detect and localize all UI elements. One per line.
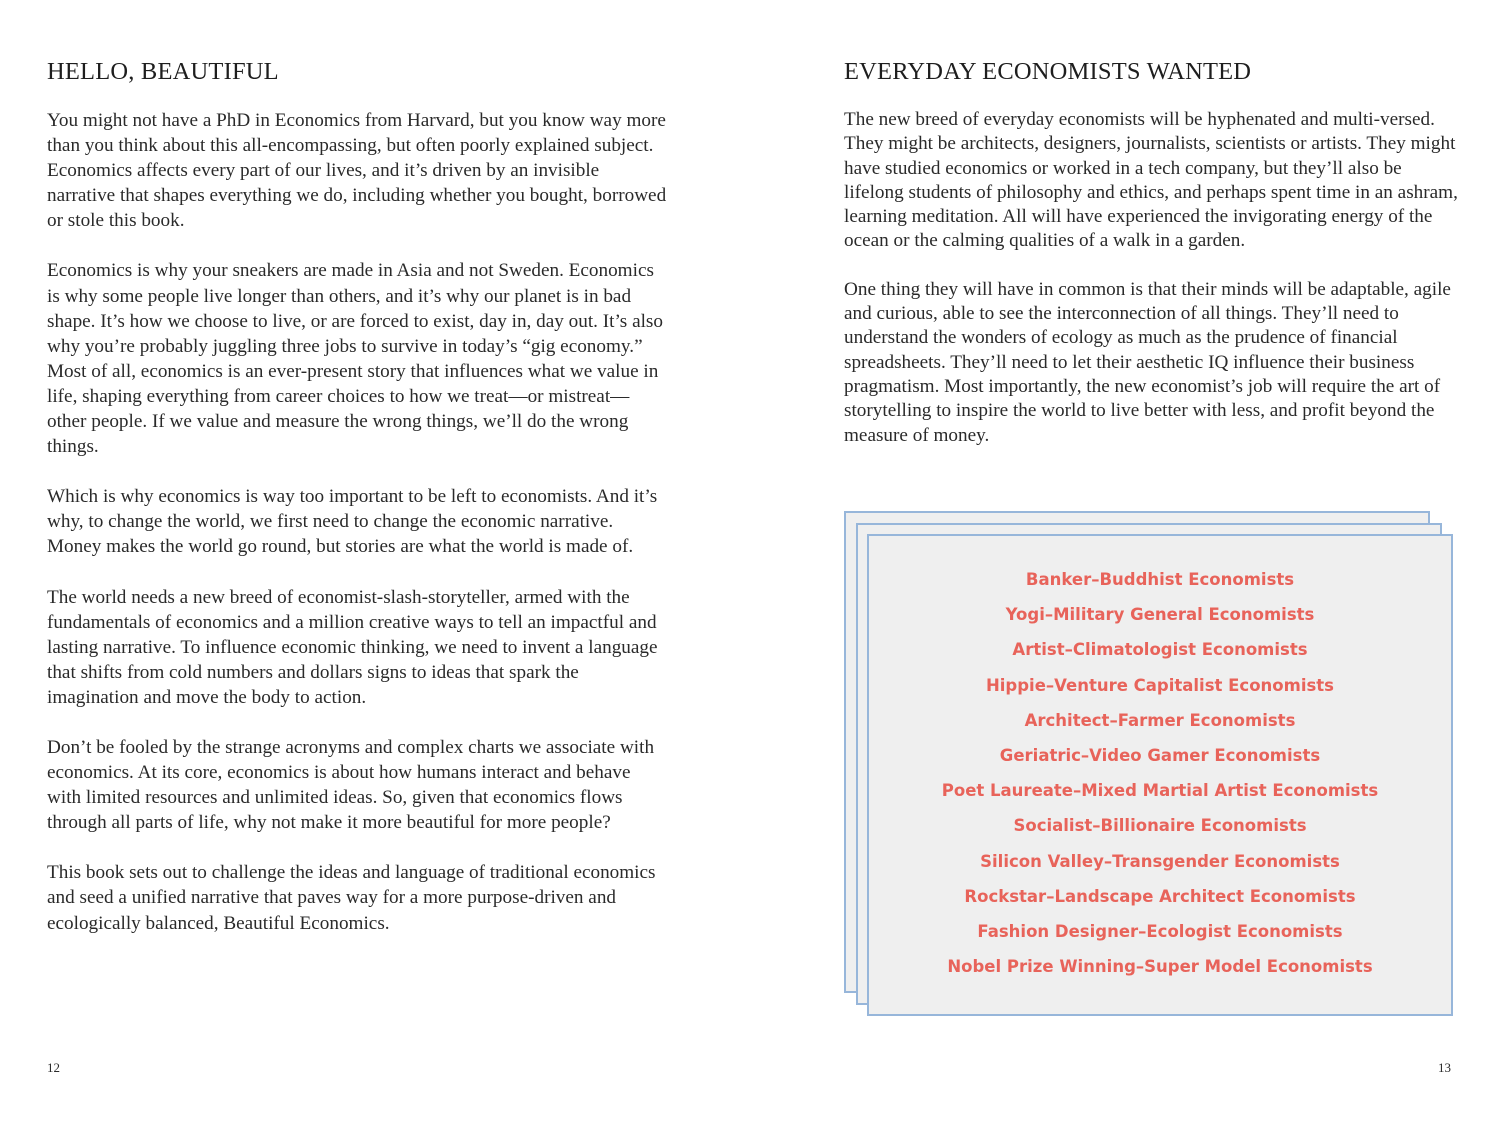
list-item: Geriatric–Video Gamer Economists	[999, 745, 1321, 765]
paragraph: The new breed of everyday economists will be hyphenated and multi-versed. They might be architects, designers, journalists, scientists or artists. They might have studied economics or worked in a tech company, but they’ll also be lifelong students of philosophy and ethics, and perhaps spent time in an ashram, learning meditation. All will have experienced the invigorating energy of the ocean or the calming qualities of a walk in a garden.	[844, 109, 1458, 252]
paragraph: This book sets out to challenge the ideas and language of traditional economics and seed a unified narrative that paves way for a more purpose-driven and ecologically balanced, Beautiful Economics.	[47, 862, 656, 934]
economist-types-list	[867, 570, 1453, 992]
right-page-number: 13	[1438, 1060, 1451, 1075]
list-item: Nobel Prize Winning–Super Model Economists	[947, 957, 1373, 977]
list-item: Yogi–Military General Economists	[1005, 605, 1315, 625]
list-item: Poet Laureate–Mixed Martial Artist Economists	[941, 781, 1379, 801]
right-page	[844, 58, 1464, 472]
left-page-number: 12	[47, 1060, 60, 1075]
paragraph: Economics is why your sneakers are made in Asia and not Sweden. Economics is why some people live longer than others, and it’s why our planet is in bad shape. It’s how we choose to live, or are forced to exist, day in, day out. It’s also why you’re probably juggling three jobs to survive in today’s “gig economy.” Most of all, economics is an ever-present story that influences what we value in life, shaping everything from career choices to how we treat—or mistreat—other people. If we value and measure the wrong things, we’ll do the wrong things.	[47, 260, 663, 458]
paragraph: Which is why economics is way too important to be left to economists. And it’s why, to change the world, we first need to change the economic narrative. Money makes the world go round, but stories are what the world is made of.	[47, 486, 658, 558]
left-page-title: HELLO, BEAUTIFUL	[47, 58, 279, 85]
paragraph: The world needs a new breed of economist-slash-storyteller, armed with the fundamentals of economics and a million creative ways to tell an impactful and lasting narrative. To influence economic thinking, we need to invent a language that shifts from cold numbers and dollars signs to ideas that spark the imagination and move the body to action.	[47, 586, 658, 708]
paragraph: One thing they will have in common is that their minds will be adaptable, agile and curious, able to see the interconnection of all things. They’ll need to understand the wonders of ecology as much as the prudence of financial spreadsheets. They’ll need to let their aesthetic IQ influence their business pragmatism. Most importantly, the new economist’s job will require the art of storytelling to inspire the world to live better with less, and profit beyond the measure of money.	[844, 278, 1451, 446]
left-page	[47, 58, 667, 961]
paragraph: You might not have a PhD in Economics from Harvard, but you know way more than you think about this all-encompassing, but often poorly explained subject. Economics affects every part of our lives, and it’s driven by an invisible narrative that shapes everything we do, including whether you bought, borrowed or stole this book.	[47, 110, 667, 232]
list-item: Socialist–Billionaire Economists	[1013, 816, 1307, 836]
list-item: Architect–Farmer Economists	[1024, 710, 1296, 730]
right-page-title: EVERYDAY ECONOMISTS WANTED	[844, 58, 1252, 85]
list-item: Artist–Climatologist Economists	[1012, 640, 1308, 660]
list-item: Banker–Buddhist Economists	[1025, 570, 1295, 589]
paragraph: Don’t be fooled by the strange acronyms and complex charts we associate with economics. At its core, economics is about how humans interact and behave with limited resources and unlimited ideas. So, given that economics flows through all parts of life, why not make it more beautiful for more people?	[47, 736, 655, 834]
list-item: Silicon Valley–Transgender Economists	[980, 851, 1340, 871]
list-item: Fashion Designer–Ecologist Economists	[977, 921, 1343, 941]
list-item: Rockstar–Landscape Architect Economists	[964, 886, 1356, 906]
list-item: Hippie–Venture Capitalist Economists	[985, 675, 1335, 695]
